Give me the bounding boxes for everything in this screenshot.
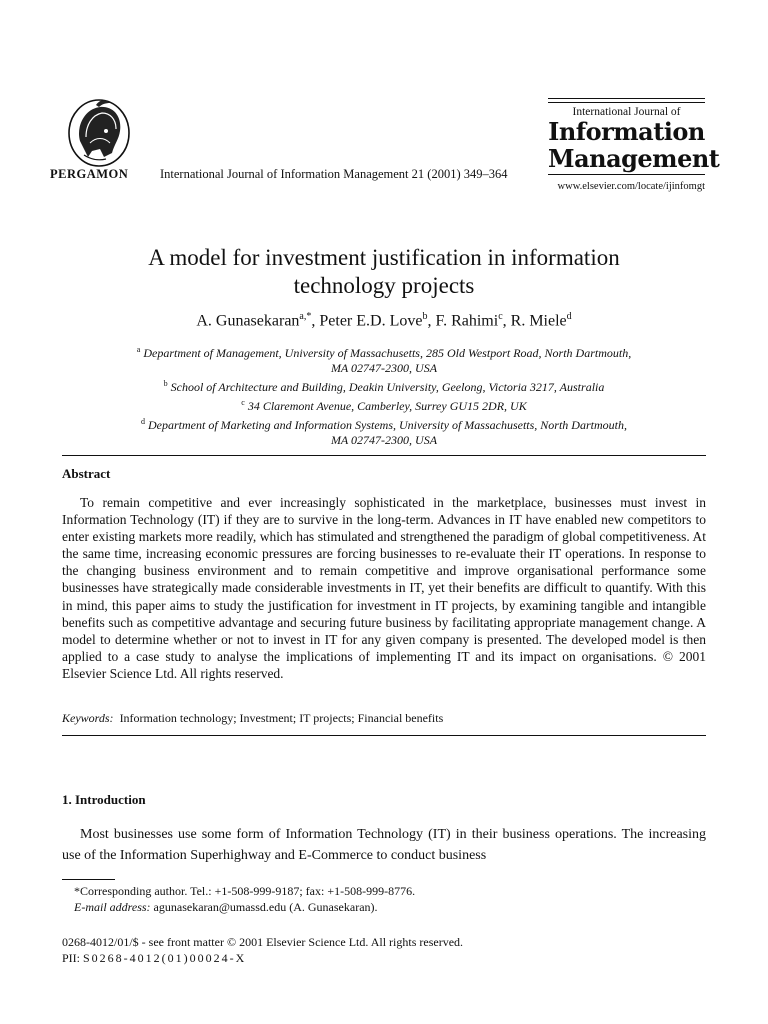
footnote-rule bbox=[62, 879, 115, 880]
affiliation-mark: c bbox=[241, 398, 245, 407]
masthead-bottom-rule bbox=[548, 174, 705, 175]
pergamon-logo-icon bbox=[66, 97, 132, 169]
title-line: technology projects bbox=[293, 273, 475, 298]
author-name: A. Gunasekaran bbox=[196, 312, 300, 330]
article-title bbox=[60, 244, 708, 300]
author-name: F. Rahimi bbox=[435, 312, 499, 330]
front-matter bbox=[62, 934, 463, 966]
affiliation bbox=[60, 342, 708, 361]
section-body-text: Most businesses use some form of Information Technology (IT) in their business operations. The increasing use of the Information Superhighway and E-Commerce to conduct business bbox=[62, 827, 706, 863]
pii-line bbox=[62, 950, 463, 966]
journal-name-line1: Information bbox=[548, 117, 705, 146]
journal-citation: International Journal of Information Management 21 (2001) 349–364 bbox=[160, 167, 508, 181]
journal-subtitle: International Journal of bbox=[572, 106, 681, 118]
author-separator: , bbox=[502, 312, 511, 330]
affiliation bbox=[60, 395, 708, 414]
email-note bbox=[62, 899, 415, 915]
pii-value: S0268-4012(01)00024-X bbox=[83, 951, 247, 965]
affiliation-text: School of Architecture and Building, Deakin University, Geelong, Victoria 3217, Australia bbox=[170, 380, 605, 394]
keywords-label: Keywords: bbox=[62, 711, 114, 725]
author-separator: , bbox=[427, 312, 436, 330]
affiliation-list bbox=[60, 342, 708, 448]
section-heading: 1. Introduction bbox=[62, 792, 146, 807]
affiliation-mark: d bbox=[141, 417, 146, 426]
affiliation-mark: a bbox=[136, 345, 141, 354]
author-affil-mark: d bbox=[566, 311, 572, 322]
author-affil-mark: a,* bbox=[299, 311, 312, 322]
abstract-top-rule bbox=[62, 455, 706, 456]
author-affil-mark: b bbox=[422, 311, 428, 322]
title-line: A model for investment justification in information bbox=[148, 245, 620, 270]
keywords-text: Information technology; Investment; IT projects; Financial benefits bbox=[119, 711, 444, 725]
footnotes bbox=[62, 883, 415, 915]
affiliation bbox=[60, 414, 708, 433]
corresponding-author-note: *Corresponding author. Tel.: +1-508-999-9187; fax: +1-508-999-8776. bbox=[74, 884, 416, 898]
abstract-text: To remain competitive and ever increasingly sophisticated in the marketplace, businesses must invest in Information Technology (IT) if they are to survive in the long-term. Advances in IT have enabled new competitors to enter existing markets more readily, which has stimulated and strengthened the paradigm of global competitiveness. At the same time, increasing economic pressures are forcing businesses to re-evaluate their IT operations. In response to the changing business environment and to remain competitive and improve organisational performance some businesses have strategically made considerable investments in IT, yet their benefits are difficult to quantify. With this in mind, this paper aims to study the justification for investment in IT projects, by examining tangible and intangible benefits such as competitive advantage and securing future business by facilitating appropriate management change. A model to determine whether or not to invest in IT for any given company is presented. The developed model is then applied to a case study to analyse the implications of implementing IT and its impact on organisations. © 2001 Elsevier Science Ltd. All rights reserved. bbox=[62, 495, 706, 681]
author-name: Peter E.D. Love bbox=[319, 312, 423, 330]
masthead-rule bbox=[548, 98, 705, 103]
email-address-link[interactable]: agunasekaran@umassd.edu (A. Gunasekaran). bbox=[153, 900, 378, 914]
issn-line: 0268-4012/01/$ - see front matter © 2001 Elsevier Science Ltd. All rights reserved. bbox=[62, 935, 464, 949]
journal-name-line2: Management bbox=[548, 144, 720, 173]
keywords-line bbox=[62, 711, 443, 726]
author-separator: , bbox=[311, 312, 320, 330]
affiliation-text: Department of Management, University of Massachusetts, 285 Old Westport Road, North Dartmouth, bbox=[143, 346, 632, 360]
email-label: E-mail address: bbox=[74, 900, 151, 914]
publisher-name: PERGAMON bbox=[50, 167, 129, 181]
author-list bbox=[60, 311, 708, 330]
pii-label: PII: bbox=[62, 951, 80, 965]
journal-masthead bbox=[548, 98, 720, 192]
affiliation bbox=[60, 376, 708, 395]
affiliation-text: 34 Claremont Avenue, Camberley, Surrey GU15 2DR, UK bbox=[247, 399, 527, 413]
affiliation-continuation: MA 02747-2300, USA bbox=[330, 433, 438, 447]
affiliation-continuation: MA 02747-2300, USA bbox=[330, 361, 438, 375]
author-name: R. Miele bbox=[510, 312, 567, 330]
abstract-bottom-rule bbox=[62, 735, 706, 736]
affiliation-mark: b bbox=[163, 379, 168, 388]
author-affil-mark: c bbox=[498, 311, 503, 322]
journal-url-link[interactable]: www.elsevier.com/locate/ijinfomgt bbox=[557, 181, 705, 192]
affiliation-text: Department of Marketing and Information Systems, University of Massachusetts, North Dartmouth, bbox=[148, 418, 627, 432]
abstract-heading: Abstract bbox=[62, 466, 111, 481]
